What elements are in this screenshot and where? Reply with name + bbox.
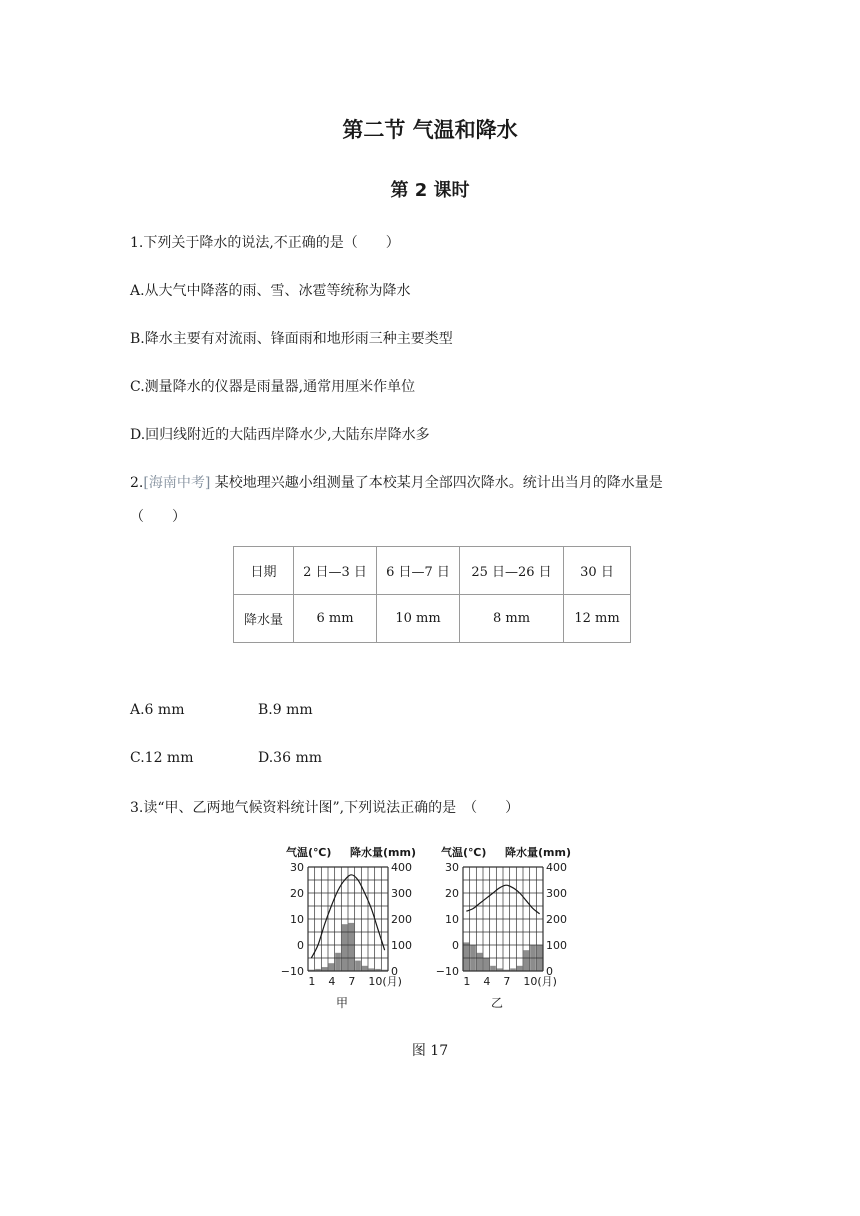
table-cell: 10 mm — [377, 595, 460, 643]
temperature-tick-label: 0 — [452, 939, 459, 952]
month-tick-label: 7 — [503, 975, 511, 988]
q1-option-d[interactable]: D.回归线附近的大陆西岸降水少,大陆东岸降水多 — [130, 427, 430, 443]
temperature-tick-label: 20 — [445, 887, 459, 900]
chart-name-label: 甲 — [335, 996, 349, 1010]
table-cell: 2 日—3 日 — [294, 547, 377, 595]
q2-option-a[interactable]: A.6 mm — [130, 702, 185, 718]
month-tick-label: 4 — [328, 975, 336, 988]
month-tick-label: 7 — [348, 975, 356, 988]
precipitation-bar — [329, 963, 335, 971]
temperature-tick-label: 30 — [290, 861, 304, 874]
precipitation-bar — [355, 961, 361, 971]
table-row — [234, 547, 631, 595]
precipitation-bar — [490, 966, 496, 971]
temperature-tick-label: 10 — [445, 913, 459, 926]
table-cell: 6 mm — [294, 595, 377, 643]
temperature-tick-label: −10 — [280, 965, 304, 978]
climate-charts-figure — [280, 838, 580, 1018]
table-cell: 6 日—7 日 — [377, 547, 460, 595]
precipitation-tick-label: 400 — [391, 861, 412, 874]
table-cell: 8 mm — [460, 595, 564, 643]
temperature-tick-label: −10 — [435, 965, 459, 978]
table-row — [234, 595, 631, 643]
precipitation-axis-title: 降水量(mm) — [505, 846, 571, 859]
q2-option-b[interactable]: B.9 mm — [258, 702, 313, 718]
precipitation-tick-label: 300 — [391, 887, 412, 900]
table-cell: 30 日 — [564, 547, 631, 595]
q2-option-d[interactable]: D.36 mm — [258, 750, 322, 766]
month-tick-label: 10(月) — [368, 975, 402, 988]
precipitation-tick-label: 0 — [391, 965, 398, 978]
precipitation-bar — [335, 953, 341, 971]
temperature-tick-label: 0 — [297, 939, 304, 952]
q2-stem — [130, 472, 663, 492]
precipitation-tick-label: 100 — [546, 939, 567, 952]
q1-option-a[interactable]: A.从大气中降落的雨、雪、冰雹等统称为降水 — [130, 283, 411, 299]
table-cell: 25 日—26 日 — [460, 547, 564, 595]
precipitation-bar — [362, 966, 368, 971]
temperature-axis-title: 气温(℃) — [286, 846, 332, 859]
month-tick-label: 1 — [308, 975, 316, 988]
precipitation-tick-label: 100 — [391, 939, 412, 952]
month-tick-label: 10(月) — [523, 975, 557, 988]
temperature-tick-label: 30 — [445, 861, 459, 874]
precipitation-axis-title: 降水量(mm) — [350, 846, 416, 859]
q2-option-c[interactable]: C.12 mm — [130, 750, 194, 766]
table-header-cell: 降水量 — [234, 595, 294, 643]
precipitation-bar — [484, 958, 490, 971]
q1-stem: 1.下列关于降水的说法,不正确的是（ ） — [130, 235, 400, 251]
q2-stem-text: 某校地理兴趣小组测量了本校某月全部四次降水。统计出当月的降水量是 — [210, 475, 663, 491]
source-tag: [海南中考] — [143, 475, 211, 491]
month-tick-label: 1 — [463, 975, 471, 988]
precipitation-bar — [517, 966, 523, 971]
precipitation-tick-label: 0 — [546, 965, 553, 978]
precipitation-bar — [477, 953, 483, 971]
precipitation-tick-label: 300 — [546, 887, 567, 900]
temperature-tick-label: 20 — [290, 887, 304, 900]
precipitation-tick-label: 400 — [546, 861, 567, 874]
figure-caption: 图 17 — [411, 1043, 449, 1059]
precipitation-bar — [342, 924, 348, 971]
temperature-axis-title: 气温(℃) — [441, 846, 487, 859]
table-header-cell: 日期 — [234, 547, 294, 595]
precipitation-tick-label: 200 — [391, 913, 412, 926]
precipitation-bar — [464, 942, 470, 971]
lesson-subtitle: 第 2 课时 — [390, 180, 470, 201]
q1-option-b[interactable]: B.降水主要有对流雨、锋面雨和地形雨三种主要类型 — [130, 331, 453, 347]
chart-name-label: 乙 — [490, 996, 504, 1010]
temperature-tick-label: 10 — [290, 913, 304, 926]
precipitation-tick-label: 200 — [546, 913, 567, 926]
q2-number: 2. — [130, 475, 144, 491]
q3-stem: 3.读“甲、乙两地气候资料统计图”,下列说法正确的是 （ ） — [130, 800, 520, 816]
table-cell: 12 mm — [564, 595, 631, 643]
page-title: 第二节 气温和降水 — [342, 118, 518, 142]
q2-stem-continued: （ ） — [130, 509, 186, 525]
precipitation-bar — [349, 923, 355, 971]
q1-option-c[interactable]: C.测量降水的仪器是雨量器,通常用厘米作单位 — [130, 379, 416, 395]
rainfall-table — [233, 546, 631, 643]
month-tick-label: 4 — [483, 975, 491, 988]
precipitation-bar — [524, 950, 530, 971]
